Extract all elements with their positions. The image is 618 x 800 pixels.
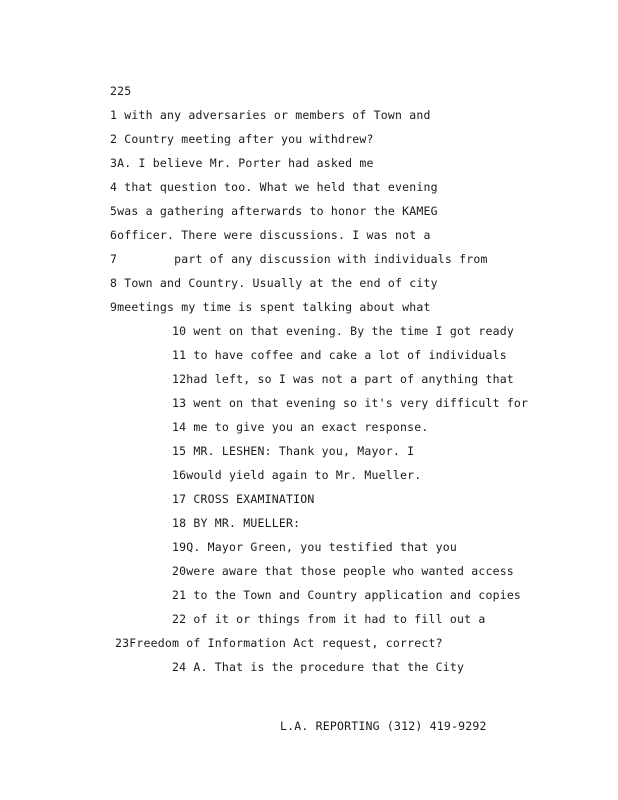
line-number: 10 — [172, 324, 187, 338]
line-text: part of any discussion with individuals from — [174, 252, 488, 266]
line-number: 5 — [110, 204, 118, 218]
line-number: 14 — [172, 420, 187, 434]
line-text: BY MR. MUELLER: — [193, 516, 301, 530]
transcript-line-19 — [172, 540, 457, 554]
transcript-line-11 — [172, 348, 507, 362]
transcript-line-10 — [172, 324, 514, 338]
transcript-line-15 — [172, 444, 414, 458]
line-number: 19 — [172, 540, 187, 554]
line-text: me to give you an exact response. — [193, 420, 429, 434]
transcript-line-22 — [172, 612, 485, 626]
transcript-line-7 — [110, 252, 488, 266]
transcript-line-6 — [110, 228, 431, 242]
reporter-footer: L.A. REPORTING (312) 419-9292 — [280, 719, 487, 733]
line-number: 21 — [172, 588, 187, 602]
transcript-line-20 — [172, 564, 514, 578]
line-text: of it or things from it had to fill out a — [193, 612, 486, 626]
transcript-line-4 — [110, 180, 438, 194]
line-text: was a gathering afterwards to honor the KAMEG — [117, 204, 438, 218]
line-number: 3 — [110, 156, 118, 170]
line-text: CROSS EXAMINATION — [193, 492, 315, 506]
transcript-line-13 — [172, 396, 528, 410]
line-number: 7 — [110, 252, 118, 266]
line-number: 12 — [172, 372, 187, 386]
transcript-line-24 — [172, 660, 464, 674]
line-text: Freedom of Information Act request, correct? — [129, 636, 443, 650]
line-number: 2 — [110, 132, 118, 146]
page-number: 225 — [110, 84, 132, 98]
line-text: that question too. What we held that evening — [124, 180, 438, 194]
transcript-line-16 — [172, 468, 421, 482]
line-text: meetings my time is spent talking about what — [117, 300, 431, 314]
line-text: Q. Mayor Green, you testified that you — [186, 540, 457, 554]
transcript-line-18 — [172, 516, 300, 530]
line-text: would yield again to Mr. Mueller. — [186, 468, 422, 482]
line-text: to have coffee and cake a lot of individuals — [193, 348, 507, 362]
line-number: 20 — [172, 564, 187, 578]
line-number: 8 — [110, 276, 118, 290]
line-number: 11 — [172, 348, 187, 362]
line-number: 18 — [172, 516, 187, 530]
line-text: had left, so I was not a part of anything that — [186, 372, 514, 386]
line-number: 13 — [172, 396, 187, 410]
line-text: went on that evening so it's very difficult for — [193, 396, 529, 410]
line-text: to the Town and Country application and copies — [193, 588, 522, 602]
transcript-line-3 — [110, 156, 374, 170]
transcript-line-12 — [172, 372, 514, 386]
line-text: went on that evening. By the time I got ready — [193, 324, 514, 338]
transcript-line-8 — [110, 276, 438, 290]
transcript-line-21 — [172, 588, 521, 602]
line-number: 1 — [110, 108, 118, 122]
line-text: were aware that those people who wanted access — [186, 564, 514, 578]
line-number: 6 — [110, 228, 118, 242]
line-number: 16 — [172, 468, 187, 482]
line-number: 24 — [172, 660, 187, 674]
line-text: Country meeting after you withdrew? — [124, 132, 374, 146]
transcript-line-14 — [172, 420, 428, 434]
line-number: 17 — [172, 492, 187, 506]
line-text: officer. There were discussions. I was not a — [117, 228, 431, 242]
transcript-line-23 — [115, 636, 443, 650]
line-number: 4 — [110, 180, 118, 194]
transcript-line-17 — [172, 492, 314, 506]
line-text: A. I believe Mr. Porter had asked me — [117, 156, 374, 170]
line-text: A. That is the procedure that the City — [193, 660, 465, 674]
line-number: 22 — [172, 612, 187, 626]
line-number: 23 — [115, 636, 130, 650]
line-number: 15 — [172, 444, 187, 458]
line-number: 9 — [110, 300, 118, 314]
line-text: with any adversaries or members of Town and — [124, 108, 431, 122]
line-text: Town and Country. Usually at the end of city — [124, 276, 438, 290]
transcript-line-2 — [110, 132, 374, 146]
transcript-line-9 — [110, 300, 431, 314]
transcript-line-1 — [110, 108, 431, 122]
line-text: MR. LESHEN: Thank you, Mayor. I — [193, 444, 415, 458]
transcript-line-5 — [110, 204, 438, 218]
